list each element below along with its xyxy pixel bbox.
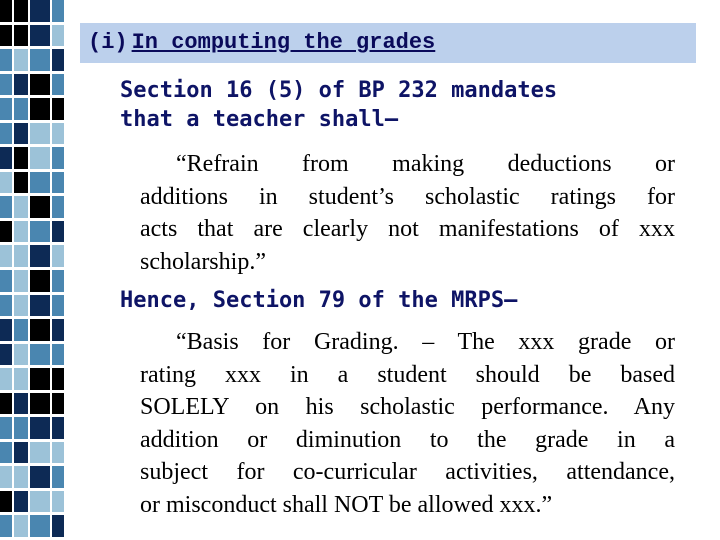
- hence-line: Hence, Section 79 of the MRPS—: [120, 288, 518, 313]
- stripe-tile: [30, 98, 50, 120]
- stripe-tile: [14, 25, 28, 47]
- stripe-tile: [0, 417, 12, 439]
- stripe-tile: [14, 196, 28, 218]
- stripe-tile: [0, 442, 12, 464]
- intro-line-1: Section 16 (5) of BP 232 mandates: [120, 78, 558, 103]
- stripe-tile: [52, 417, 64, 439]
- stripe-tile: [30, 515, 50, 537]
- stripe-tile: [0, 147, 12, 169]
- stripe-tile: [0, 49, 12, 71]
- stripe-tile: [52, 319, 64, 341]
- stripe-tile: [14, 393, 28, 415]
- slide-heading: [88, 30, 435, 55]
- stripe-tile: [30, 466, 50, 488]
- stripe-tile: [30, 172, 50, 194]
- stripe-tile: [0, 98, 12, 120]
- quote-section-79: [140, 326, 675, 521]
- stripe-tile: [30, 319, 50, 341]
- stripe-tile: [52, 74, 64, 96]
- stripe-tile: [52, 221, 64, 243]
- stripe-tile: [30, 491, 50, 513]
- stripe-tile: [14, 417, 28, 439]
- stripe-tile: [30, 123, 50, 145]
- stripe-tile: [52, 49, 64, 71]
- heading-number: (i): [88, 30, 128, 55]
- stripe-tile: [52, 491, 64, 513]
- decorative-side-stripe: [0, 0, 72, 540]
- stripe-tile: [30, 147, 50, 169]
- stripe-tile: [14, 0, 28, 22]
- stripe-tile: [0, 319, 12, 341]
- stripe-tile: [52, 147, 64, 169]
- stripe-tile: [14, 74, 28, 96]
- quote2-line: subject for co-curricular activities, attendance,: [140, 459, 675, 485]
- stripe-tile: [52, 25, 64, 47]
- stripe-tile: [30, 221, 50, 243]
- stripe-tile: [0, 245, 12, 267]
- stripe-tile: [0, 344, 12, 366]
- quote1-line: additions in student’s scholastic ratings for: [140, 183, 675, 210]
- stripe-tile: [30, 49, 50, 71]
- stripe-tile: [14, 245, 28, 267]
- stripe-tile: [14, 270, 28, 292]
- stripe-tile: [14, 172, 28, 194]
- stripe-tile: [52, 442, 64, 464]
- stripe-tile: [14, 491, 28, 513]
- stripe-tile: [52, 0, 64, 22]
- stripe-tile: [52, 98, 64, 120]
- stripe-tile: [52, 466, 64, 488]
- quote-section-16: [140, 148, 675, 278]
- stripe-tile: [14, 221, 28, 243]
- stripe-tile: [52, 270, 64, 292]
- stripe-tile: [14, 123, 28, 145]
- stripe-tile: [14, 49, 28, 71]
- stripe-tile: [0, 393, 12, 415]
- stripe-tile: [52, 393, 64, 415]
- stripe-tile: [0, 515, 12, 537]
- quote1-line: scholarship.”: [140, 248, 266, 275]
- stripe-tile: [14, 319, 28, 341]
- stripe-tile: [0, 295, 12, 317]
- stripe-tile: [30, 295, 50, 317]
- stripe-tile: [0, 270, 12, 292]
- stripe-tile: [14, 466, 28, 488]
- stripe-tile: [14, 295, 28, 317]
- stripe-tile: [30, 393, 50, 415]
- quote2-line: “Basis for Grading. – The xxx grade or: [176, 329, 675, 355]
- stripe-tile: [52, 245, 64, 267]
- stripe-tile: [14, 147, 28, 169]
- intro-line-2: that a teacher shall—: [120, 107, 399, 132]
- stripe-tile: [0, 25, 12, 47]
- stripe-tile: [0, 368, 12, 390]
- stripe-tile: [0, 172, 12, 194]
- stripe-tile: [0, 74, 12, 96]
- stripe-tile: [52, 515, 64, 537]
- stripe-tile: [52, 368, 64, 390]
- stripe-tile: [52, 172, 64, 194]
- stripe-tile: [0, 123, 12, 145]
- stripe-tile: [52, 344, 64, 366]
- stripe-tile: [14, 98, 28, 120]
- stripe-tile: [30, 417, 50, 439]
- stripe-tile: [30, 0, 50, 22]
- quote2-line: addition or diminution to the grade in a: [140, 426, 675, 453]
- stripe-tile: [52, 295, 64, 317]
- quote2-line: or misconduct shall NOT be allowed xxx.”: [140, 491, 553, 518]
- stripe-tile: [14, 515, 28, 537]
- stripe-tile: [30, 442, 50, 464]
- stripe-tile: [30, 245, 50, 267]
- stripe-tile: [30, 270, 50, 292]
- stripe-tile: [0, 466, 12, 488]
- stripe-tile: [14, 344, 28, 366]
- stripe-tile: [52, 196, 64, 218]
- stripe-tile: [30, 74, 50, 96]
- heading-title: In computing the grades: [131, 30, 436, 55]
- quote2-line: SOLELY on his scholastic performance. Any: [140, 394, 675, 420]
- quote2-line: rating xxx in a student should be based: [140, 361, 675, 388]
- stripe-tile: [30, 25, 50, 47]
- quote1-line: “Refrain from making deductions or: [176, 151, 675, 177]
- stripe-tile: [30, 344, 50, 366]
- stripe-tile: [30, 368, 50, 390]
- stripe-tile: [0, 491, 12, 513]
- stripe-tile: [0, 221, 12, 243]
- stripe-tile: [14, 442, 28, 464]
- stripe-tile: [14, 368, 28, 390]
- stripe-tile: [52, 123, 64, 145]
- stripe-tile: [0, 196, 12, 218]
- quote1-line: acts that are clearly not manifestations of xxx: [140, 216, 675, 242]
- stripe-tile: [0, 0, 12, 22]
- stripe-tile: [30, 196, 50, 218]
